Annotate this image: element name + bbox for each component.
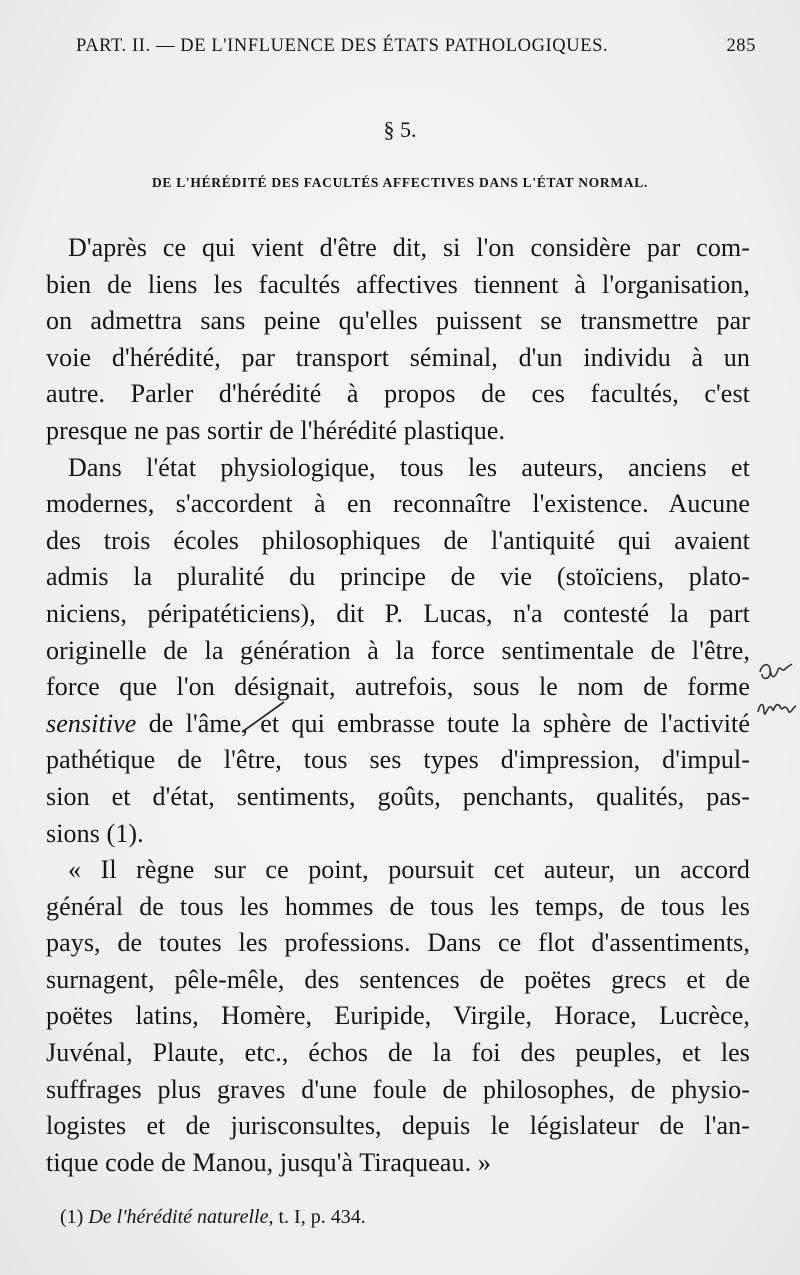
pencil-strike-mark xyxy=(238,698,290,738)
text-line: niciens, péripatéticiens), dit P. Lucas, n'a contesté la part xyxy=(46,598,750,628)
text-line: poëtes latins, Homère, Euripide, Virgile, Horace, Lucrèce, xyxy=(46,1001,750,1031)
text-line: Dans l'état physiologique, tous les auteurs, anciens et xyxy=(68,452,750,482)
italic-word: sensitive xyxy=(46,708,137,738)
running-head-title: PART. II. — DE L'INFLUENCE DES ÉTATS PATHOLOGIQUES. xyxy=(76,36,609,56)
text-line: surnagent, pêle-mêle, des sentences de poëtes grecs et de xyxy=(46,964,750,994)
running-head xyxy=(76,36,756,57)
footnote-ref: t. I, p. 434. xyxy=(278,1206,366,1228)
body-text xyxy=(46,230,750,1181)
text-line: des trois écoles philosophiques de l'antiquité qui avaient xyxy=(46,525,750,555)
text-line: bien de liens les facultés affectives tiennent à l'organisation, xyxy=(46,269,750,299)
text-line: force que l'on désignait, autrefois, sous le nom de forme xyxy=(46,672,750,702)
page-number: 285 xyxy=(726,36,756,56)
text-line: Juvénal, Plaute, etc., échos de la foi des peuples, et les xyxy=(46,1038,750,1068)
text-line: autre. Parler d'hérédité à propos de ces facultés, c'est xyxy=(46,379,750,409)
text-line: presque ne pas sortir de l'hérédité plastique. xyxy=(46,415,506,445)
text-line: suffrages plus graves d'une foule de philosophes, de physio- xyxy=(46,1074,750,1104)
text-line: pathétique de l'être, tous ses types d'impression, d'impul- xyxy=(46,745,750,775)
text-line: voie d'hérédité, par transport séminal, d'un individu à un xyxy=(46,342,750,372)
footnote-title: De l'hérédité naturelle, xyxy=(88,1206,274,1228)
handwritten-margin-note xyxy=(752,650,800,740)
text-line: tique code de Manou, jusqu'à Tiraqueau. » xyxy=(46,1147,491,1177)
text-line: « Il règne sur ce point, poursuit cet auteur, un accord xyxy=(68,855,750,885)
text-line: sions (1). xyxy=(46,818,144,848)
text-line: pays, de toutes les professions. Dans ce flot d'assentiments, xyxy=(46,928,750,958)
footnote xyxy=(60,1206,750,1229)
text-line: logistes et de jurisconsultes, depuis le législateur de l'an- xyxy=(46,1111,750,1141)
footnote-marker: (1) xyxy=(60,1206,84,1228)
text-line: admis la pluralité du principe de vie (stoïciens, plato- xyxy=(46,562,750,592)
section-number: § 5. xyxy=(383,117,417,142)
text-line: on admettra sans peine qu'elles puissent se transmettre par xyxy=(46,306,750,336)
section-title: DE L'HÉRÉDITÉ DES FACULTÉS AFFECTIVES DANS L'ÉTAT NORMAL. xyxy=(151,175,648,190)
text-line: modernes, s'accordent à en reconnaître l'existence. Aucune xyxy=(46,489,750,519)
text-line: originelle de la génération à la force sentimentale de l'être, xyxy=(46,635,750,665)
text-line xyxy=(46,706,750,743)
text-line: D'après ce qui vient d'être dit, si l'on considère par com- xyxy=(68,233,750,262)
text-line: général de tous les hommes de tous les temps, de tous les xyxy=(46,891,750,921)
text-line: sion et d'état, sentiments, goûts, penchants, qualités, pas- xyxy=(46,781,750,811)
text-line-rest: de l'âme, et qui embrasse toute la sphère de l'activité xyxy=(148,708,750,738)
